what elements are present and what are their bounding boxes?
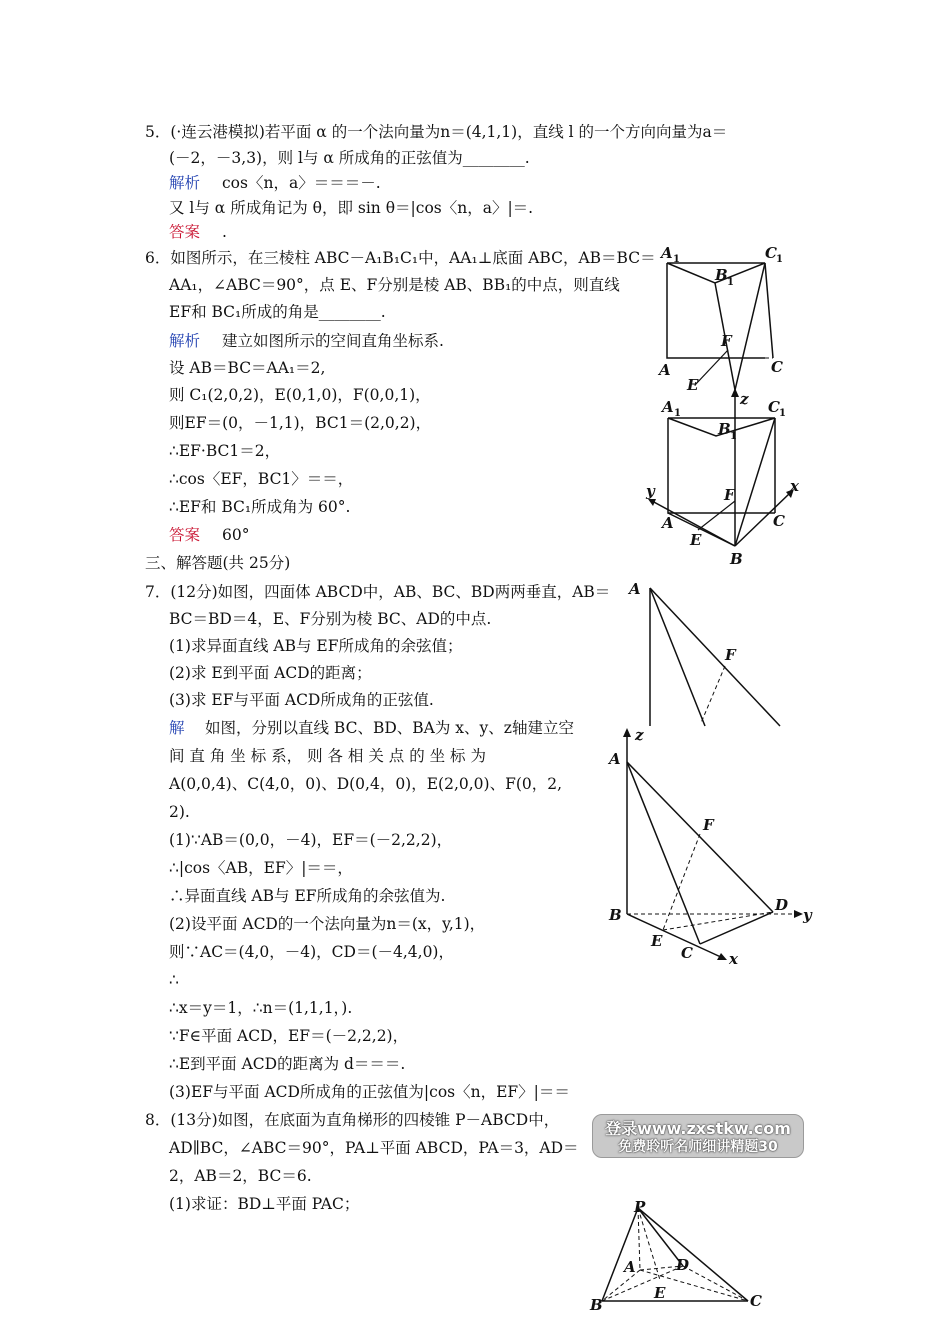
text-line: . [222, 223, 227, 241]
text-line: ∴ [169, 971, 179, 989]
text-line: 则EF＝(0，－1,1)，BC1＝(2,0,2)， [169, 414, 432, 432]
label-z: z [635, 726, 644, 744]
label-a: A [624, 1258, 636, 1276]
label-f: F [724, 486, 735, 504]
text-line: cos〈n，a〉＝＝＝－. [222, 174, 381, 192]
label-z: z [740, 390, 749, 408]
label-b1: B [718, 420, 731, 438]
text-line: (1)求异面直线 AB与 EF所成角的余弦值； [169, 637, 463, 655]
label-f: F [721, 332, 732, 350]
label-f: F [703, 816, 714, 834]
text-line: 解析 [169, 174, 201, 192]
label-x: x [729, 950, 738, 968]
label-e: E [687, 376, 699, 394]
label-f: F [725, 646, 736, 664]
text-line: 60° [222, 526, 250, 544]
segment-ab [668, 513, 735, 546]
segment-ef [663, 834, 700, 930]
text-line: 8．(13分)如图，在底面为直角梯形的四棱锥 P－ABCD中， [145, 1111, 560, 1129]
text-line: 解 [169, 719, 185, 737]
z-axis-arrow [623, 728, 631, 737]
text-line: ∴|cos〈AB，EF〉|＝＝， [169, 859, 353, 877]
text-line: 答案 [169, 526, 201, 544]
label-y: y [646, 482, 655, 500]
text-line: ∴EF和 BC₁所成角为 60°. [169, 498, 351, 516]
label-b: B [609, 906, 622, 924]
label-y: y [803, 906, 812, 924]
prism-figure-axes [640, 388, 810, 568]
text-line: (－2，－3,3)，则 l与 α 所成角的正弦值为________. [169, 149, 530, 167]
edge-cd [700, 912, 773, 944]
label-c: C [750, 1292, 762, 1310]
label-a1: A [662, 398, 674, 416]
text-line: (2)求 E到平面 ACD的距离； [169, 664, 372, 682]
text-line: 则 C₁(2,0,2)，E(0,1,0)，F(0,0,1)， [169, 386, 431, 404]
segment-ef [695, 350, 728, 385]
label-d: D [676, 1256, 690, 1274]
label-a1-sub: 1 [674, 408, 681, 419]
text-line: 设 AB＝BC＝AA₁＝2, [169, 359, 326, 377]
text-line: A(0,0,4)、C(4,0，0)、D(0,4，0)，E(2,0,0)、F(0，2, [169, 775, 563, 793]
label-b1: B [715, 266, 728, 284]
text-line: 间 直 角 坐 标 系， 则 各 相 关 点 的 坐 标 为 [169, 747, 486, 765]
segment-ed [663, 912, 773, 930]
edge-ad [627, 762, 773, 912]
pyramid-figure [588, 1198, 778, 1316]
label-d: D [775, 896, 789, 914]
label-c1: C [768, 398, 780, 416]
segment-ef [701, 666, 725, 723]
tetrahedron-figure-axes [605, 726, 820, 966]
label-c: C [681, 944, 693, 962]
label-a: A [629, 580, 641, 598]
text-line: AD∥BC，∠ABC＝90°，PA⊥平面 ABCD，PA＝3，AD＝ [169, 1139, 579, 1157]
label-b: B [590, 1296, 603, 1314]
label-x: x [790, 477, 799, 495]
text-line: 解析 [169, 332, 201, 350]
prism-figure-top [655, 240, 795, 394]
text-line: 则∵AC＝(4,0，－4)，CD＝(－4,4,0)， [169, 943, 454, 961]
text-line: ∴cos〈EF，BC1〉＝＝， [169, 470, 354, 488]
watermark-line-1: 登录www.zxstkw.com [605, 1119, 791, 1138]
edge-dc [683, 1266, 748, 1301]
label-c1-sub: 1 [776, 254, 783, 265]
text-line: ∴异面直线 AB与 EF所成角的余弦值为. [169, 887, 446, 905]
text-line: AA₁，∠ABC＝90°，点 E、F分别是棱 AB、BB₁的中点，则直线 [169, 276, 620, 294]
label-b: B [730, 550, 743, 568]
text-line: (1)∵AB＝(0,0，－4)，EF＝(－2,2,2)， [169, 831, 453, 849]
x-axis [627, 914, 723, 958]
prism-edge [765, 263, 773, 358]
label-c1-sub: 1 [779, 408, 786, 419]
text-line: 如图，分别以直线 BC、BD、BA为 x、y、z轴建立空 [205, 719, 574, 737]
z-axis-arrow [731, 388, 739, 397]
edge-ac [627, 762, 700, 944]
text-line: EF和 BC₁所成的角是________. [169, 303, 386, 321]
label-a1: A [661, 244, 673, 262]
label-p: P [634, 1198, 646, 1216]
label-a: A [662, 514, 674, 532]
text-line: 6．如图所示，在三棱柱 ABC－A₁B₁C₁中，AA₁⊥底面 ABC，AB＝BC＝ [145, 249, 656, 267]
y-axis-arrow [794, 910, 803, 918]
watermark-stamp [592, 1114, 804, 1158]
label-e: E [654, 1284, 666, 1302]
label-a1-sub: 1 [673, 254, 680, 265]
text-line: (2)设平面 ACD的一个法向量为n＝(x，y,1)， [169, 915, 486, 933]
text-line: 答案 [169, 223, 201, 241]
text-line: 7．(12分)如图，四面体 ABCD中，AB、BC、BD两两垂直，AB＝ [145, 583, 611, 601]
label-c1: C [765, 244, 777, 262]
text-line: 2，AB＝2，BC＝6. [169, 1167, 312, 1185]
edge-ac [650, 588, 705, 726]
text-line: (3)EF与平面 ACD所成角的正弦值为|cos〈n，EF〉|＝＝ [169, 1083, 570, 1101]
text-line: (3)求 EF与平面 ACD所成角的正弦值. [169, 691, 434, 709]
watermark-line-2: 免费聆听名师细讲精题30 [618, 1139, 778, 1155]
text-line: ∵F∈平面 ACD，EF＝(－2,2,2)， [169, 1027, 409, 1045]
segment-ef [698, 501, 735, 530]
text-line: 2). [169, 803, 190, 821]
text-line: 三、解答题(共 25分) [145, 554, 291, 572]
prism-edge [735, 263, 765, 390]
label-e: E [651, 932, 663, 950]
text-line: BC＝BD＝4，E、F分别为棱 BC、AD的中点. [169, 610, 492, 628]
label-c: C [771, 358, 783, 376]
label-b1-sub: 1 [727, 277, 734, 288]
edge-pb [602, 1208, 638, 1301]
edge-pa [638, 1208, 640, 1270]
text-line: ∴x＝y＝1，∴n＝(1,1,1，). [169, 999, 353, 1017]
tetrahedron-figure-top [625, 578, 795, 730]
text-line: ∴E到平面 ACD的距离为 d＝＝＝. [169, 1055, 406, 1073]
text-line: ∴EF·BC1＝2， [169, 442, 281, 460]
label-c: C [773, 512, 785, 530]
label-a: A [659, 361, 671, 379]
label-b1-sub: 1 [730, 431, 737, 442]
edge-ad [650, 588, 780, 726]
text-line: 又 l与 α 所成角记为 θ，即 sin θ＝|cos〈n，a〉|＝. [169, 199, 534, 217]
label-a: A [609, 750, 621, 768]
text-line: (1)求证：BD⊥平面 PAC； [169, 1195, 360, 1213]
label-e: E [690, 531, 702, 549]
text-line: 建立如图所示的空间直角坐标系. [222, 332, 444, 350]
text-line: 5．(·连云港模拟)若平面 α 的一个法向量为n＝(4,1,1)，直线 l 的一个方向向量为a＝ [145, 123, 728, 141]
